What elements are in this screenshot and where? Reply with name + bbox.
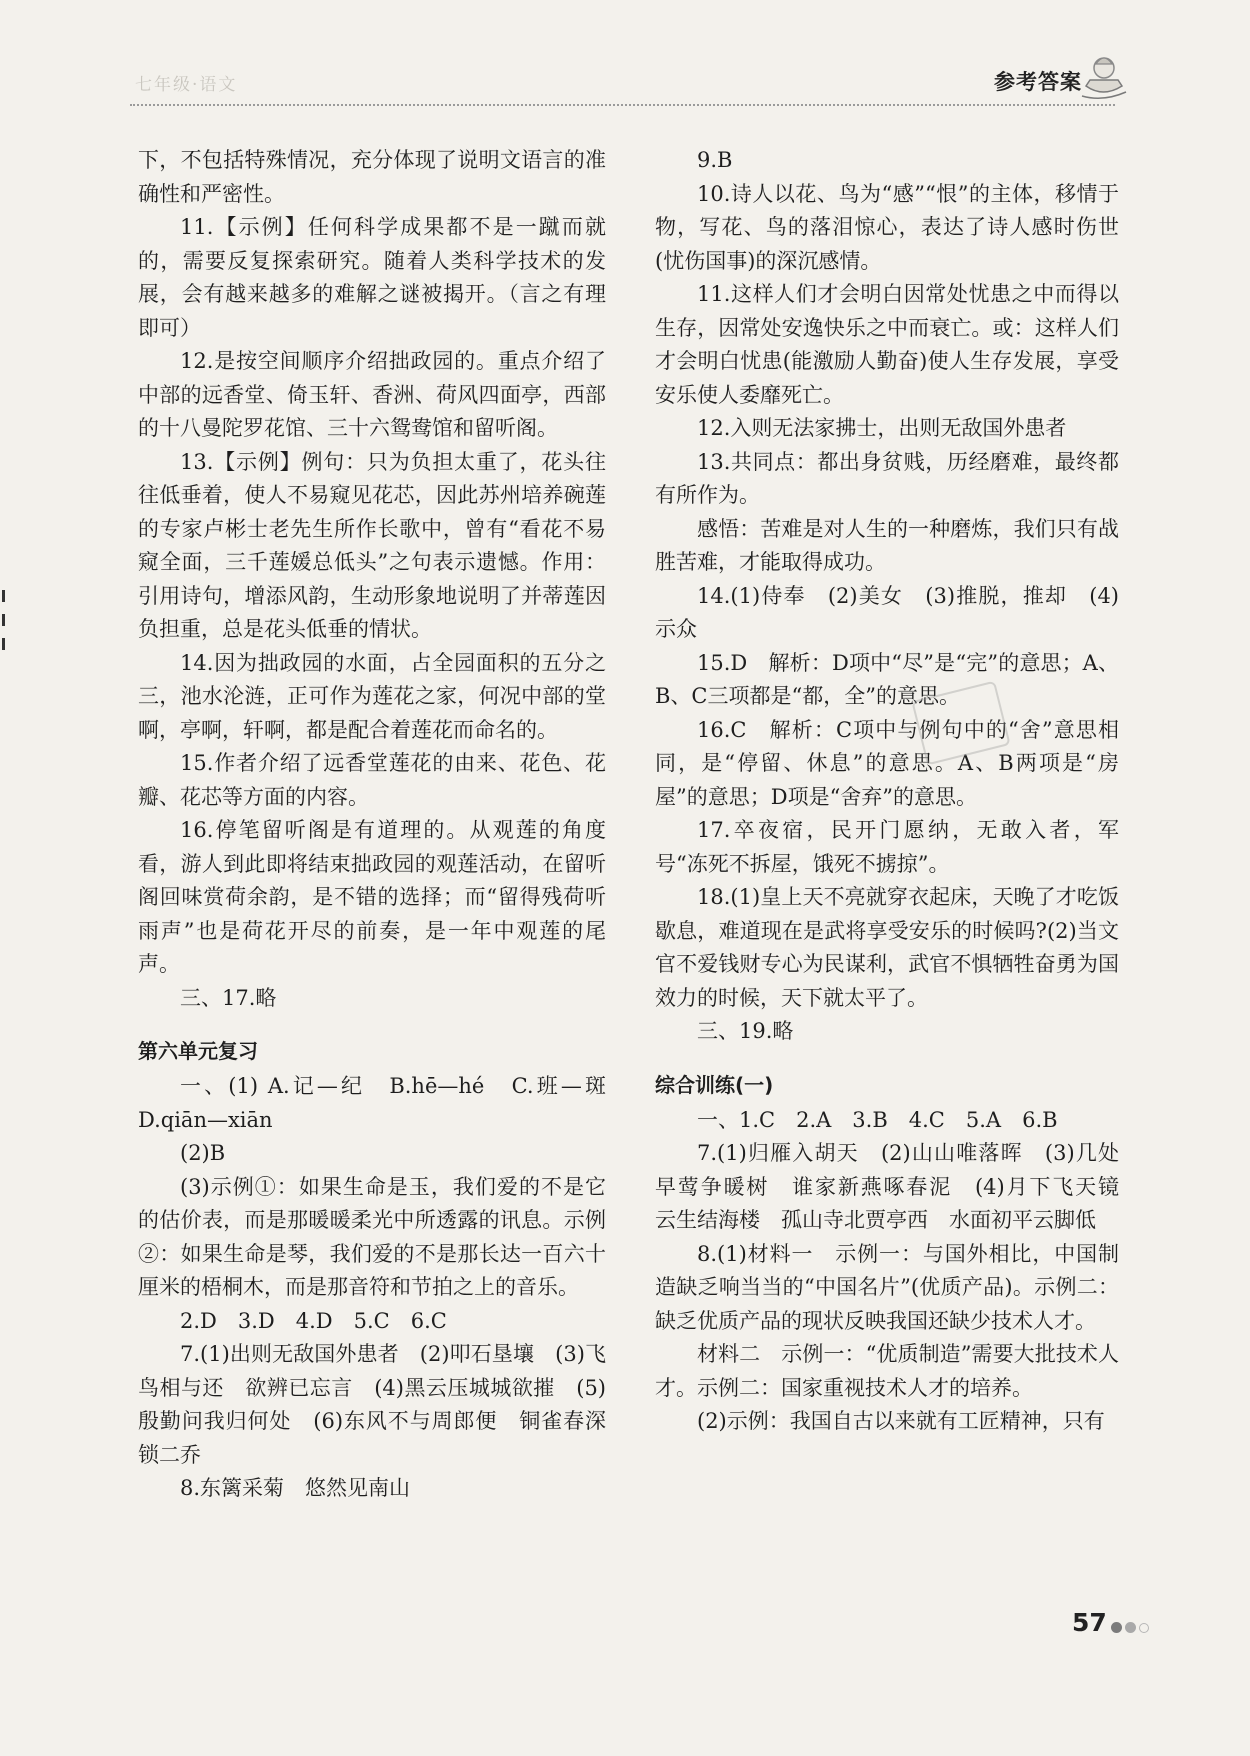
- left-paragraph: 13.【示例】例句：只为负担太重了，花头往往低垂着，使人不易窥见花芯，因此苏州培养碗莲的专家卢彬士老先生所作长歌中，曾有“看花不易窥全面，三千莲媛总低头”之句表示遗憾。作用：引用诗句，增添风韵，生动形象地说明了并蒂莲因负担重，总是花头低垂的情状。: [138, 449, 606, 641]
- left-paragraph: 下，不包括特殊情况，充分体现了说明文语言的准确性和严密性。: [138, 148, 606, 206]
- right-paragraph: 18.(1)皇上天不亮就穿衣起床，天晚了才吃饭歇息，难道现在是武将享受安乐的时候吗?(2)当文官不爱钱财专心为民谋利，武官不惧牺牲奋勇为国效力的时候，天下就太平了。: [655, 885, 1119, 1010]
- left-paragraph: 14.因为拙政园的水面，占全园面积的五分之三，池水沦涟，正可作为莲花之家，何况中部的堂啊，亭啊，轩啊，都是配合着莲花而命名的。: [138, 650, 606, 742]
- section-title-training1: 综合训练(一): [655, 1072, 774, 1097]
- right-paragraph: 17.卒夜宿，民开门愿纳，无敢入者，军号“冻死不拆屋，饿死不掳掠”。: [655, 818, 1119, 876]
- left-paragraph: (3)示例①：如果生命是玉，我们爱的不是它的估价表，而是那暖暖柔光中所透露的讯息。示例②：如果生命是琴，我们爱的不是那长达一百六十厘米的梧桐木，而是那音符和节拍之上的音乐。: [138, 1174, 606, 1299]
- left-paragraph: 2.D 3.D 4.D 5.C 6.C: [180, 1308, 447, 1333]
- right-paragraph: 一、1.C 2.A 3.B 4.C 5.A 6.B: [697, 1107, 1058, 1132]
- page-number: 57: [1072, 1608, 1107, 1637]
- right-paragraph: 材料二 示例一：“优质制造”需要大批技术人才。示例二：国家重视技术人才的培养。: [655, 1342, 1119, 1400]
- left-paragraph: 7.(1)出则无敌国外患者 (2)叩石垦壤 (3)飞鸟相与还 欲辨已忘言 (4)黑云压城城欲摧 (5)殷勤问我归何处 (6)东风不与周郎便 铜雀春深锁二乔: [138, 1342, 606, 1467]
- right-paragraph: 12.入则无法家拂士，出则无敌国外患者: [697, 416, 1067, 440]
- left-paragraph: (2)B: [180, 1141, 226, 1165]
- right-paragraph: 三、19.略: [697, 1019, 794, 1043]
- right-paragraph: 13.共同点：都出身贫贱，历经磨难，最终都有所作为。: [655, 449, 1119, 507]
- right-paragraph: 感悟：苦难是对人生的一种磨炼，我们只有战胜苦难，才能取得成功。: [655, 516, 1119, 574]
- right-paragraph: 9.B: [697, 148, 733, 172]
- right-paragraph: 8.(1)材料一 示例一：与国外相比，中国制造缺乏响当当的“中国名片”(优质产品)。示例二：缺乏优质产品的现状反映我国还缺少技术人才。: [655, 1241, 1119, 1333]
- header-faint-text: 七年级·语文: [135, 75, 238, 95]
- page-dots-decoration: [1111, 1617, 1152, 1636]
- right-paragraph: (2)示例：我国自古以来就有工匠精神，只有: [697, 1409, 1105, 1433]
- left-paragraph: 8.东篱采菊 悠然见南山: [180, 1476, 411, 1500]
- left-column: [138, 144, 627, 1506]
- left-paragraph: 16.停笔留听阁是有道理的。从观莲的角度看，游人到此即将结束拙政园的观莲活动，在留听阁回味赏荷余韵，是不错的选择；而“留得残荷听雨声”也是荷花开尽的前奏，是一年中观莲的尾声。: [138, 818, 606, 976]
- right-paragraph: 10.诗人以花、鸟为“感”“恨”的主体，移情于物，写花、鸟的落泪惊心，表达了诗人感时伤世(忧伤国事)的深沉感情。: [655, 181, 1119, 273]
- right-paragraph: 16.C 解析：C项中与例句中的“舍”意思相同，是“停留、休息”的意思。A、B两项是“房屋”的意思；D项是“舍弃”的意思。: [655, 717, 1119, 809]
- left-paragraph: 12.是按空间顺序介绍拙政园的。重点介绍了中部的远香堂、倚玉轩、香洲、荷风四面亭，西部的十八曼陀罗花馆、三十六鸳鸯馆和留听阁。: [138, 349, 606, 440]
- right-paragraph: 14.(1)侍奉 (2)美女 (3)推脱，推却 (4)示众: [655, 583, 1119, 641]
- right-paragraph: 11.这样人们才会明白因常处忧患之中而得以生存，因常处安逸快乐之中而衰亡。或：这样人们才会明白忧患(能激励人勤奋)使人生存发展，享受安乐使人委靡死亡。: [655, 282, 1119, 407]
- right-column: [655, 144, 1140, 1439]
- right-paragraph: 15.D 解析：D项中“尽”是“完”的意思；A、B、C三项都是“都，全”的意思。: [655, 650, 1119, 708]
- header-title: 参考答案: [994, 70, 1082, 94]
- edge-marks: [2, 590, 5, 662]
- section-title-unit6: 第六单元复习: [138, 1039, 258, 1063]
- santa-sleigh-icon: [1078, 52, 1128, 104]
- header-divider: [130, 104, 1115, 106]
- left-paragraph: 一、(1) A.记—纪 B.hē—hé C.班—斑 D.qiān—xiān: [138, 1074, 627, 1132]
- left-paragraph: 15.作者介绍了远香堂莲花的由来、花色、花瓣、花芯等方面的内容。: [138, 751, 606, 809]
- left-paragraph: 三、17.略: [180, 985, 277, 1010]
- left-paragraph: 11.【示例】任何科学成果都不是一蹴而就的，需要反复探索研究。随着人类科学技术的发展，会有越来越多的难解之谜被揭开。（言之有理即可）: [138, 215, 606, 340]
- right-paragraph: 7.(1)归雁入胡天 (2)山山唯落晖 (3)几处早莺争暖树 谁家新燕啄春泥 (4)月下飞天镜 云生结海楼 孤山寺北贾亭西 水面初平云脚低: [655, 1141, 1140, 1232]
